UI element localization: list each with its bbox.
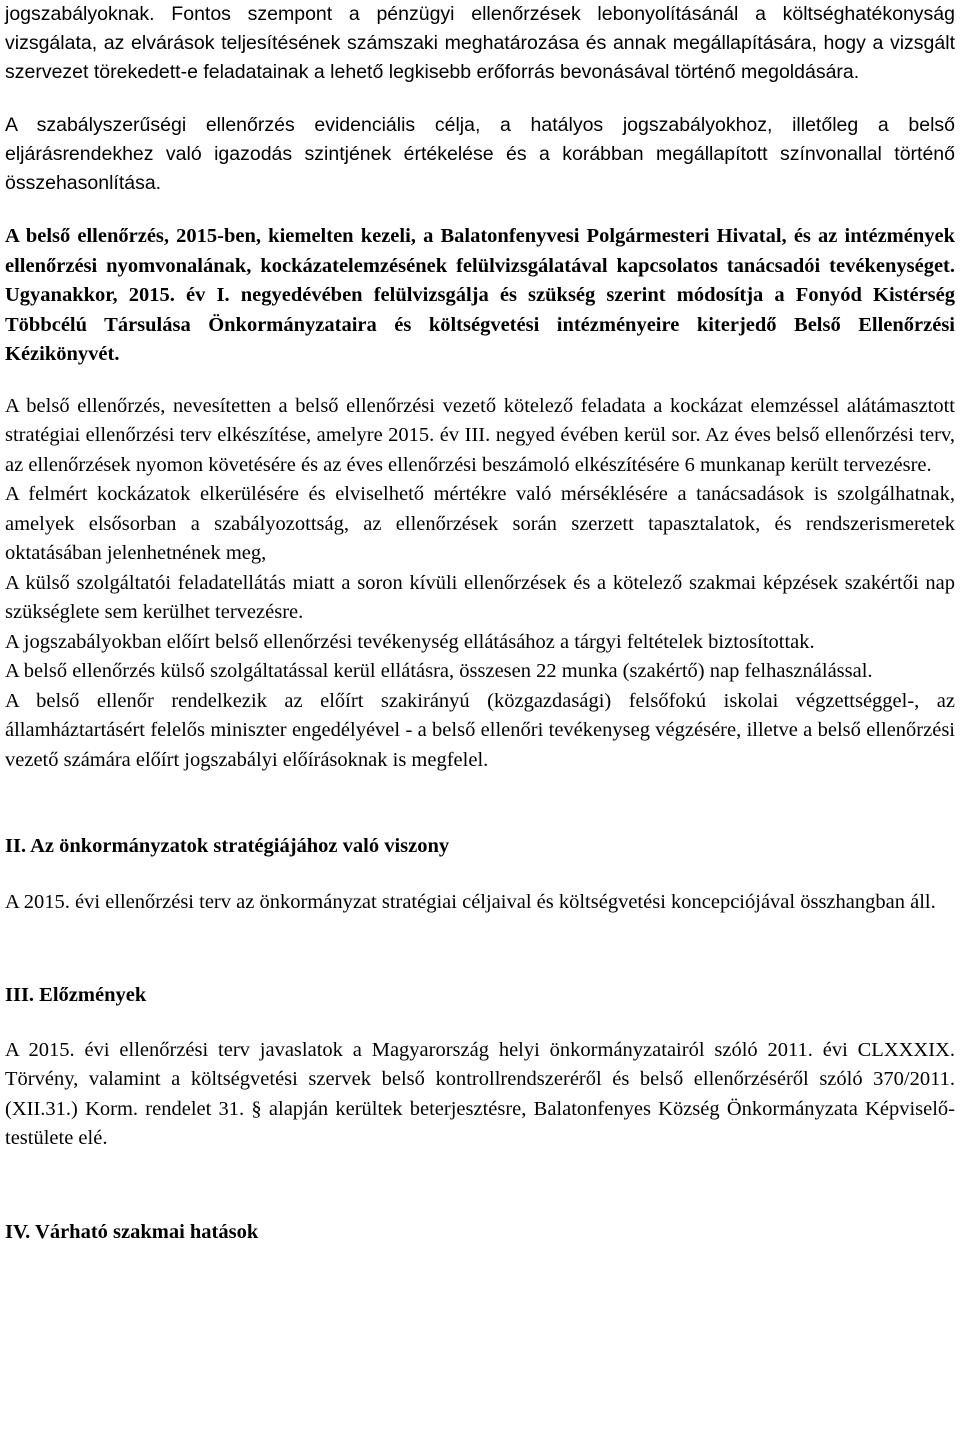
external-provider-paragraph: A külső szolgáltatói feladatellátás miatt a soron kívüli ellenőrzések és a kötelező szakmai képzések szakértői nap szükséglete sem kerülhet tervezésre. xyxy=(5,571,955,623)
risk-and-resources-block xyxy=(5,392,955,776)
strategic-plan-paragraph: A belső ellenőrzés, nevesítetten a belső ellenőrzési vezető kötelező feladata a kockázat elemzéssel alátámasztott stratégiai ellenőrzési terv elkészítése, amelyre 2015. év III. negyed évében kerül sor. Az éves belső ellenőrzési terv, az ellenőrzések nyomon követésére és az éves ellenőrzési beszámoló elkészítésére 6 munkanap került tervezésre. xyxy=(5,394,955,476)
internal-audit-priorities-paragraph: A belső ellenőrzés, 2015-ben, kiemelten kezeli, a Balatonfenyvesi Polgármesteri Hivatal, és az intézmények ellenőrzési nyomvonalának, kockázatelemzésének felülvizsgálatával kapcsolatos tanácsadói tevékenységet. Ugyanakkor, 2015. év I. negyedévében felülvizsgálja és szükség szerint módosítja a Fonyód Kistérség Többcélú Társulása Önkormányzataira és költségvetési intézményeire kiterjedő Belső Ellenőrzési Kézikönyvét. xyxy=(5,225,955,365)
section-ii-body: A 2015. évi ellenőrzési terv az önkormányzat stratégiai céljaival és költségvetési koncepciójával összhangban áll. xyxy=(5,890,936,913)
section-iii-heading: III. Előzmények xyxy=(5,984,147,1006)
section-ii-heading: II. Az önkormányzatok stratégiájához való viszony xyxy=(5,835,450,857)
material-conditions-paragraph: A jogszabályokban előírt belső ellenőrzési tevékenység ellátásához a tárgyi feltételek biztosítottak. xyxy=(5,630,815,653)
section-iii-body: A 2015. évi ellenőrzési terv javaslatok a Magyarország helyi önkormányzatairól szóló 2011. évi CLXXXIX. Törvény, valamint a költségvetési szervek belső kontrollrendszeréről és belső ellenőrzéséről szóló 370/2011. (XII.31.) Korm. rendelet 31. § alapján kerültek beterjesztésre, Balatonfenyes Község Önkormányzata Képviselő-testülete elé. xyxy=(5,1038,955,1149)
auditor-qualification-paragraph: A belső ellenőr rendelkezik az előírt szakirányú (közgazdasági) felsőfokú iskolai végzettséggel-, az államháztartásért felelős miniszter engedélyével - a belső ellenőri tevékenyseg végzésére, illetve a belső ellenőrzési vezető számára előírt jogszabályi előírásoknak is megfelel. xyxy=(5,689,955,771)
intro-continuation-paragraph: jogszabályoknak. Fontos szempont a pénzügyi ellenőrzések lebonyolításánál a költséghatékonyság vizsgálata, az elvárások teljesítésének számszaki meghatározása és annak megállapítására, hogy a vizsgált szervezet törekedett-e feladatainak a lehető legkisebb erőforrás bevonásával történő megoldására. xyxy=(5,3,955,83)
section-iv-heading: IV. Várható szakmai hatások xyxy=(5,1220,259,1243)
advisory-paragraph: A felmért kockázatok elkerülésére és elviselhető mértékre való mérséklésére a tanácsadások is szolgálhatnak, amelyek elsősorban a szabályozottság, az ellenőrzések során szerzett tapasztalatok, és rendszerismeretek oktatásában jelenhetnének meg, xyxy=(5,483,955,564)
compliance-paragraph: A szabályszerűségi ellenőrzés evidenciális célja, a hatályos jogszabályokhoz, illetőleg a belső eljárásrendekhez való igazodás szintjének értékelése és a korábban megállapított színvonallal történő összehasonlítása. xyxy=(5,114,955,194)
external-service-days-paragraph: A belső ellenőrzés külső szolgáltatással kerül ellátásra, összesen 22 munka (szakértő) nap felhasználással. xyxy=(5,660,873,682)
document-page xyxy=(5,0,955,1247)
